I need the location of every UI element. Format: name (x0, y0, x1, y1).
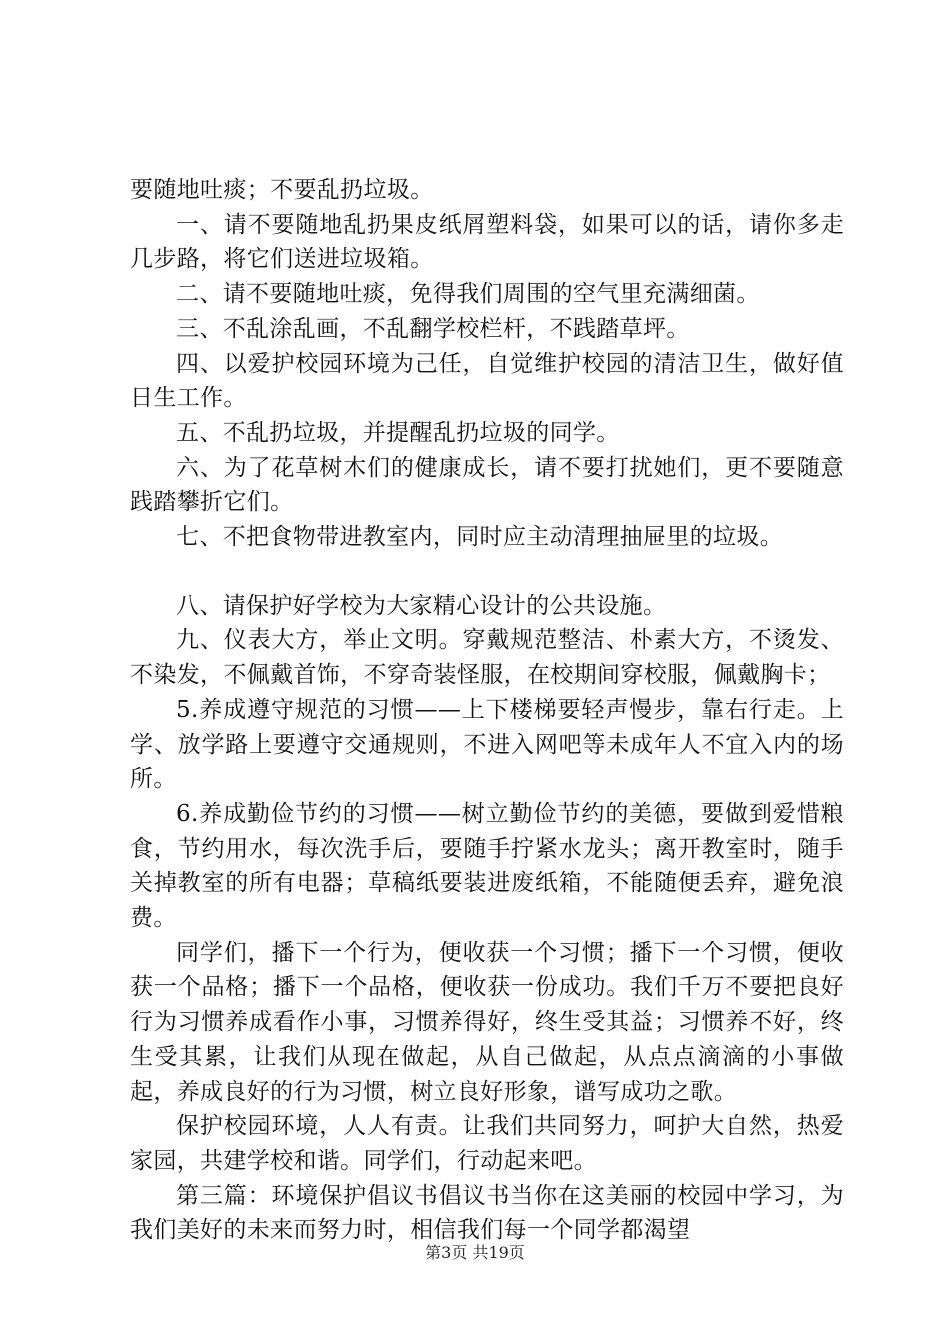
paragraph: 五、不乱扔垃圾，并提醒乱扔垃圾的同学。 (176, 419, 620, 446)
paragraph: 九、仪表大方，举止文明。穿戴规范整洁、朴素大方，不烫发、不染发，不佩戴首饰，不穿奇装怪服，在校期间穿校服，佩戴胸卡； (130, 627, 844, 689)
paragraph: 保护校园环境，人人有责。让我们共同努力，呵护大自然，热爱家园，共建学校和谐。同学们，行动起来吧。 (130, 1113, 844, 1174)
paragraph: 5.养成遵守规范的习惯——上下楼梯要轻声慢步，靠右行走。上学、放学路上要遵守交通规则，不进入网吧等未成年人不宜入内的场所。 (130, 696, 844, 793)
paragraph: 6.养成勤俭节约的习惯——树立勤俭节约的美德，要做到爱惜粮食，节约用水，每次洗手后，要随手拧紧水龙头；离开教室时，随手关掉教室的所有电器；草稿纸要装进废纸箱，不能随便丢弃，避免浪费。 (130, 800, 844, 932)
paragraph: 第三篇：环境保护倡议书倡议书当你在这美丽的校园中学习，为我们美好的未来而努力时，相信我们每一个同学都渴望 (130, 1182, 844, 1244)
paragraph: 要随地吐痰；不要乱扔垃圾。 (130, 177, 434, 203)
paragraph: 一、请不要随地乱扔果皮纸屑塑料袋，如果可以的话，请你多走几步路，将它们送进垃圾箱。 (130, 211, 844, 273)
paragraph: 三、不乱涂乱画，不乱翻学校栏杆，不践踏草坪。 (176, 315, 690, 342)
paragraph: 同学们，播下一个行为，便收获一个习惯；播下一个习惯，便收获一个品格；播下一个品格，便收获一份成功。我们千万不要把良好行为习惯养成看作小事，习惯养得好，终生受其益；习惯养不好，终生受其累，让我们从现在做起，从自己做起，从点点滴滴的小事做起，养成良好的行为习惯，树立良好形象，谱写成功之歌。 (130, 939, 844, 1105)
paragraph: 六、为了花草树木们的健康成长，请不要打扰她们，更不要随意践踏攀折它们。 (130, 454, 844, 516)
paragraph: 八、请保护好学校为大家精心设计的公共设施。 (176, 592, 667, 619)
document-body (130, 173, 844, 1248)
paragraph: 二、请不要随地吐痰，免得我们周围的空气里充满细菌。 (176, 281, 760, 308)
paragraph: 四、以爱护校园环境为己任，自觉维护校园的清洁卫生，做好值日生工作。 (130, 350, 844, 412)
paragraph: 七、不把食物带进教室内，同时应主动清理抽屉里的垃圾。 (176, 524, 784, 551)
page-footer: 第3页 共19页 (425, 1243, 525, 1262)
